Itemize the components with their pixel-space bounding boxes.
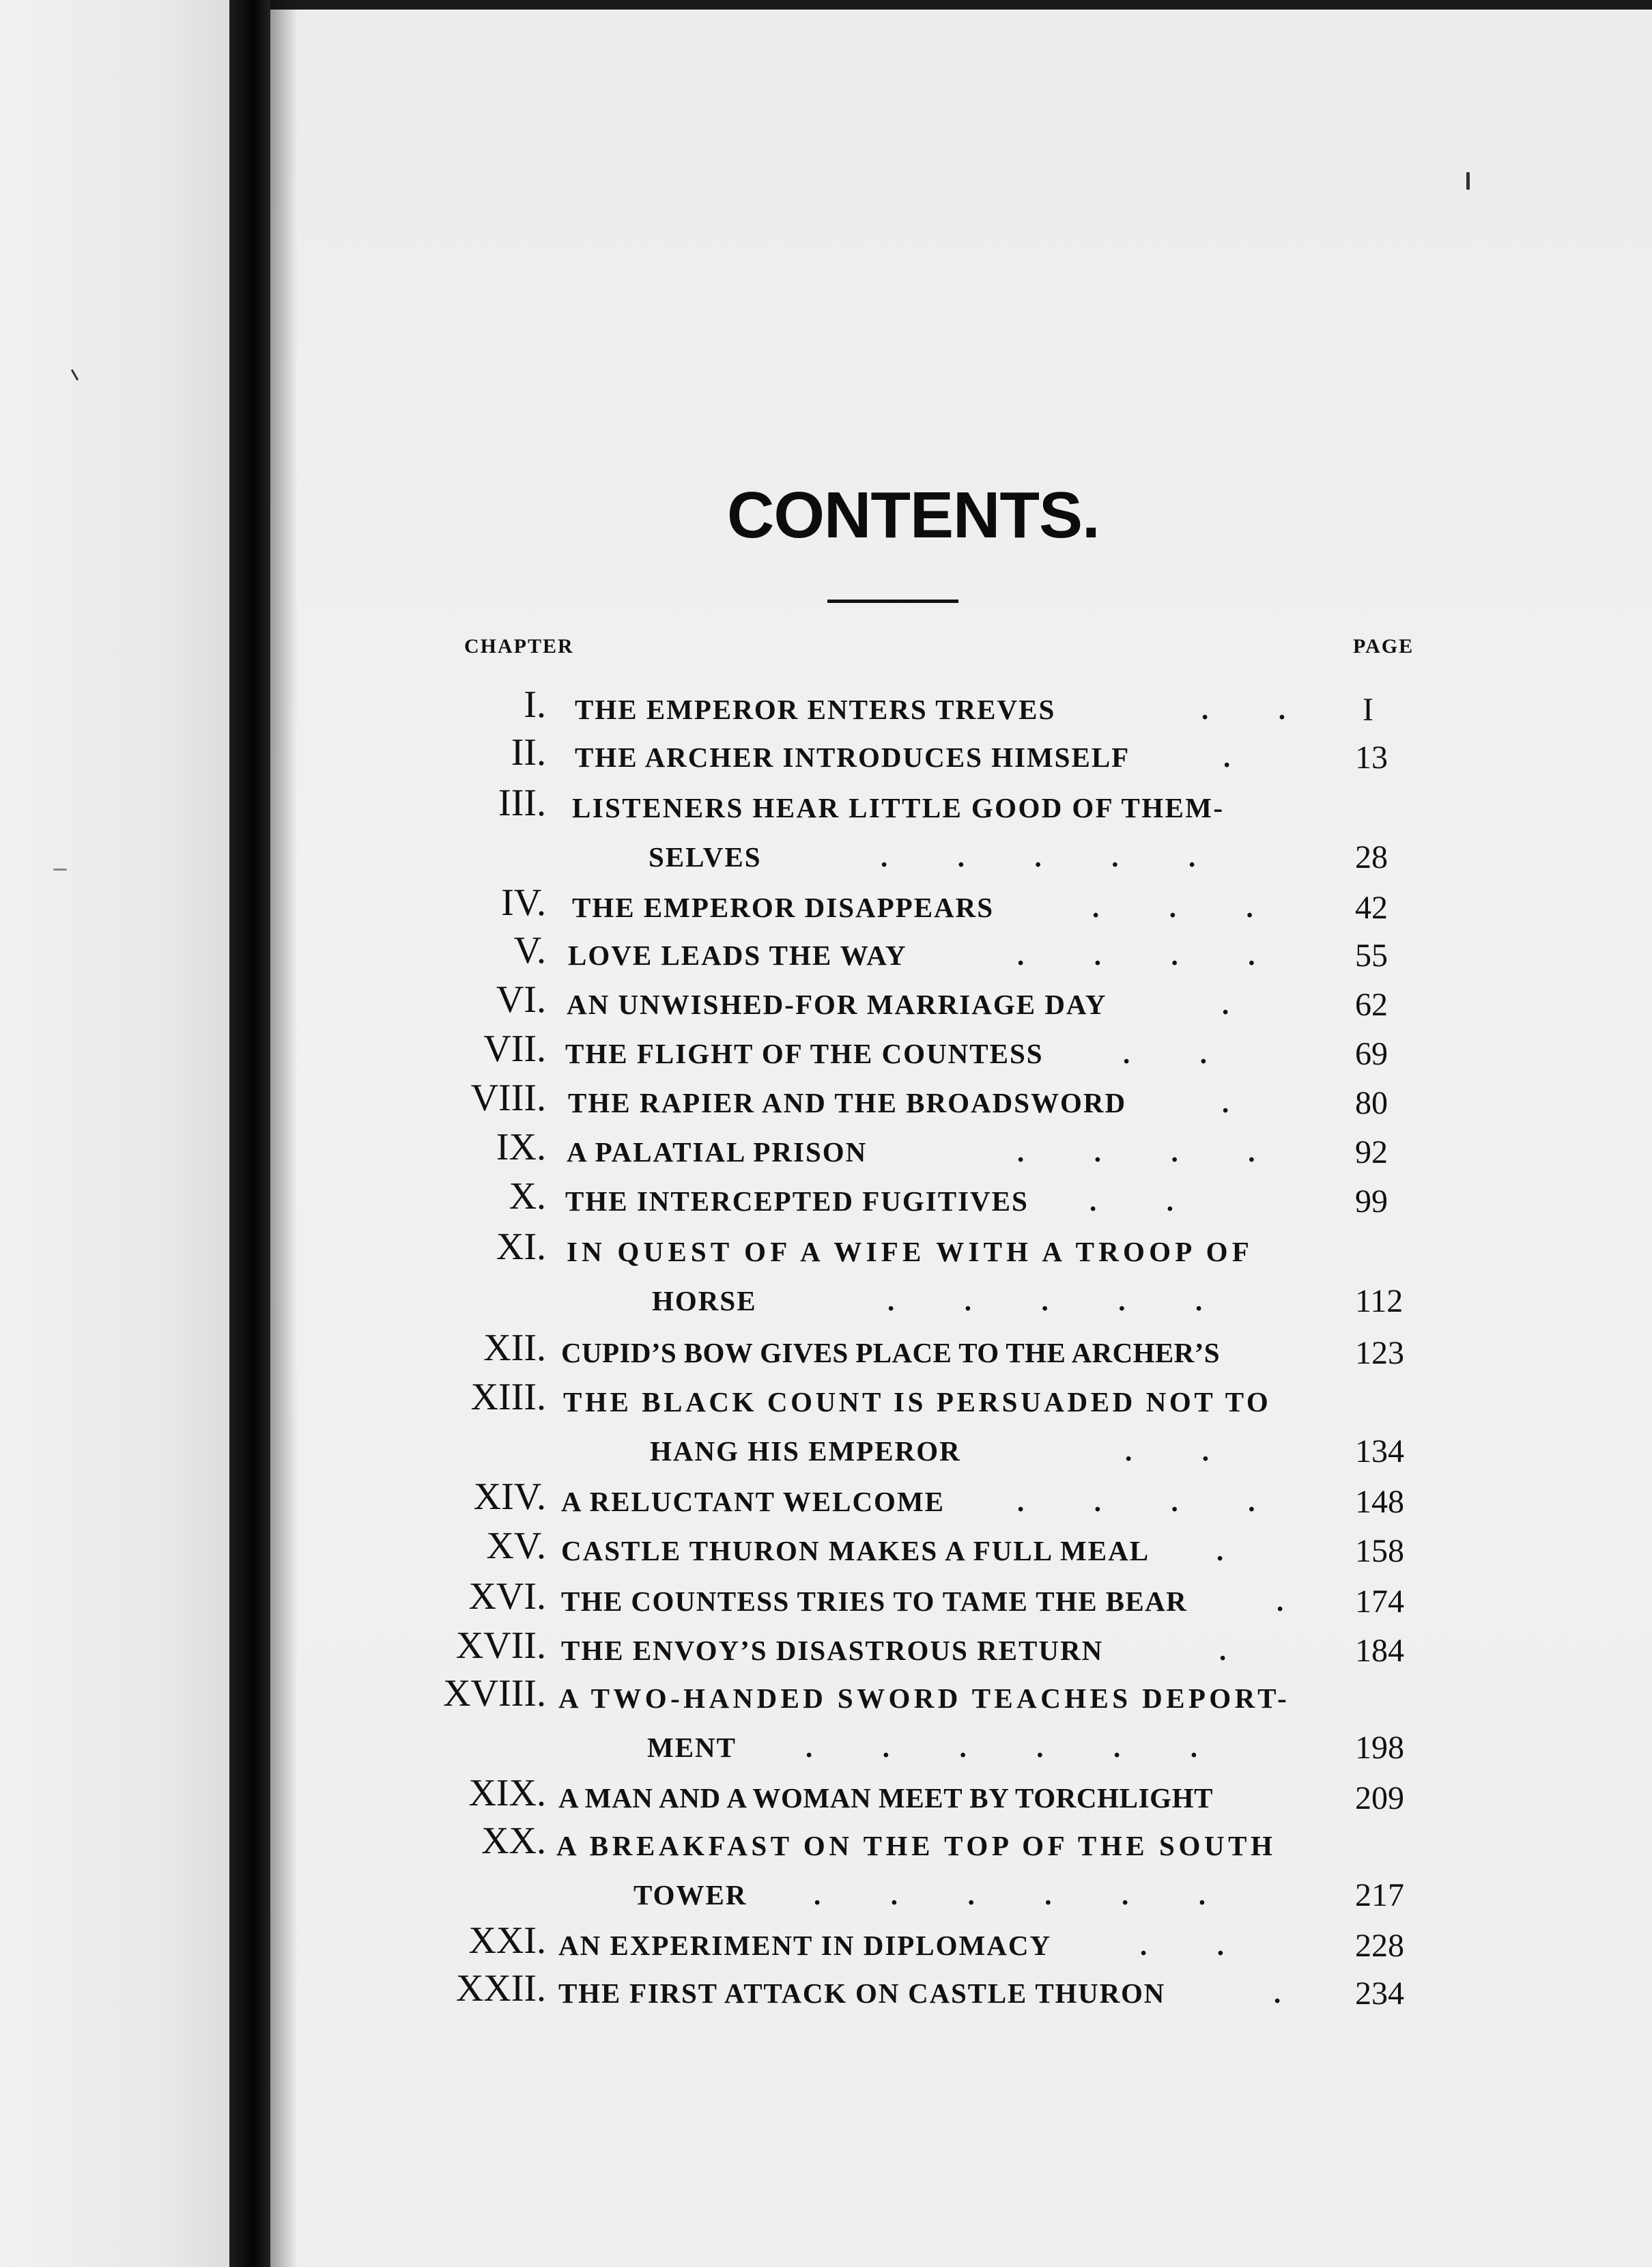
chapter-title-continuation: HORSE — [652, 1285, 757, 1316]
page-number: 80 — [1355, 1085, 1388, 1121]
chapter-title: AN UNWISHED-FOR MARRIAGE DAY — [567, 989, 1107, 1020]
chapter-title: AN EXPERIMENT IN DIPLOMACY — [558, 1930, 1052, 1961]
page-number: 148 — [1355, 1484, 1404, 1520]
chapter-number: XVI. — [468, 1575, 546, 1618]
toc-entry — [0, 1673, 1652, 1722]
chapter-title: IN QUEST OF A WIFE WITH A TROOP OF — [567, 1236, 1253, 1267]
page-number: 217 — [1355, 1877, 1404, 1913]
page-number: 112 — [1355, 1283, 1404, 1319]
page-number: 134 — [1355, 1433, 1404, 1469]
chapter-number: I. — [524, 684, 546, 726]
chapter-number: VII. — [483, 1028, 546, 1070]
toc-entry-continuation — [0, 1722, 1652, 1771]
toc-entry — [0, 1226, 1652, 1276]
leader-dots: . . . . . — [887, 1285, 1203, 1316]
chapter-title: A TWO-HANDED SWORD TEACHES DEPORT- — [558, 1682, 1291, 1714]
page-number: 69 — [1355, 1036, 1388, 1072]
page-number: 158 — [1355, 1533, 1404, 1569]
toc-entry — [0, 930, 1652, 979]
chapter-number: XVIII. — [443, 1672, 546, 1715]
page-top-edge — [270, 0, 1652, 10]
toc-entry — [0, 1525, 1652, 1575]
chapter-number: V. — [513, 929, 546, 972]
chapter-number: XI. — [496, 1226, 546, 1268]
toc-entry — [0, 979, 1652, 1028]
page-number: I — [1363, 692, 1373, 728]
chapter-title: CASTLE THURON MAKES A FULL MEAL — [561, 1535, 1150, 1566]
toc-entry — [0, 732, 1652, 781]
toc-entry — [0, 1377, 1652, 1426]
chapter-number: III. — [498, 782, 546, 824]
leader-dots: . — [1222, 1087, 1229, 1118]
chapter-title: THE INTERCEPTED FUGITIVES — [565, 1185, 1029, 1217]
chapter-title: THE ENVOY’S DISASTROUS RETURN — [561, 1635, 1104, 1666]
toc-entry — [0, 1327, 1652, 1377]
page-number: 42 — [1355, 890, 1388, 926]
chapter-number: XIX. — [468, 1772, 546, 1814]
chapter-number: XIII. — [470, 1376, 546, 1418]
toc-entry — [0, 1028, 1652, 1078]
toc-entry — [0, 1078, 1652, 1127]
toc-entry-continuation — [0, 1426, 1652, 1475]
toc-entry — [0, 783, 1652, 832]
page-number: 209 — [1355, 1780, 1404, 1816]
page-number: 13 — [1355, 740, 1388, 776]
chapter-title-continuation: MENT — [647, 1732, 737, 1763]
page-number: 99 — [1355, 1183, 1388, 1220]
chapter-number: VI. — [496, 978, 546, 1021]
chapter-number: II. — [511, 731, 546, 774]
chapter-number: XV. — [486, 1525, 546, 1567]
chapter-number: XXII. — [455, 1967, 546, 2010]
chapter-title: A PALATIAL PRISON — [567, 1136, 868, 1168]
chapter-title: A BREAKFAST ON THE TOP OF THE SOUTH — [556, 1830, 1277, 1861]
page-number: 28 — [1355, 839, 1388, 875]
chapter-number: IV. — [501, 882, 546, 924]
chapter-title-continuation: HANG HIS EMPEROR — [650, 1435, 961, 1467]
toc-entry — [0, 1625, 1652, 1674]
page-number: 228 — [1355, 1928, 1404, 1964]
chapter-number: VIII. — [470, 1077, 546, 1119]
toc-entry — [0, 1820, 1652, 1870]
leader-dots: . — [1216, 1535, 1224, 1566]
scan-speck — [1466, 172, 1470, 190]
toc-entry — [0, 1476, 1652, 1525]
chapter-title: THE FIRST ATTACK ON CASTLE THURON — [558, 1977, 1166, 2009]
chapter-title: CUPID’S BOW GIVES PLACE TO THE ARCHER’S — [561, 1337, 1220, 1368]
leader-dots: . . . . — [1017, 940, 1255, 971]
chapter-title: LOVE LEADS THE WAY — [568, 940, 907, 971]
leader-dots: . . . — [1092, 892, 1253, 923]
toc-entry — [0, 1968, 1652, 2017]
leader-dots: . . . . . . — [806, 1732, 1197, 1763]
leader-dots: . . . . . . — [814, 1879, 1206, 1911]
leader-dots: . . — [1201, 694, 1285, 725]
chapter-title: THE EMPEROR DISAPPEARS — [572, 892, 995, 923]
page-number: 123 — [1355, 1335, 1404, 1371]
chapter-column-header: CHAPTER — [464, 635, 574, 658]
leader-dots: . . . . — [1017, 1136, 1255, 1168]
leader-dots: . . — [1125, 1435, 1209, 1467]
title-rule — [827, 600, 958, 603]
page-number: 198 — [1355, 1730, 1404, 1766]
chapter-number: XII. — [483, 1327, 546, 1369]
toc-entry — [0, 882, 1652, 931]
page-number: 62 — [1355, 987, 1388, 1023]
chapter-title: THE FLIGHT OF THE COUNTESS — [565, 1038, 1044, 1069]
chapter-title: THE COUNTESS TRIES TO TAME THE BEAR — [561, 1586, 1188, 1617]
chapter-title: A MAN AND A WOMAN MEET BY TORCHLIGHT — [558, 1782, 1214, 1814]
chapter-title: THE ARCHER INTRODUCES HIMSELF — [575, 742, 1130, 773]
toc-entry-continuation — [0, 1276, 1652, 1325]
leader-dots: . — [1219, 1635, 1227, 1666]
chapter-title: THE RAPIER AND THE BROADSWORD — [568, 1087, 1127, 1118]
chapter-number: XVII. — [455, 1624, 546, 1667]
chapter-title: A RELUCTANT WELCOME — [561, 1486, 945, 1517]
page-number: 184 — [1355, 1633, 1404, 1669]
toc-entry — [0, 1176, 1652, 1225]
chapter-number: XXI. — [468, 1919, 546, 1962]
chapter-title: THE EMPEROR ENTERS TREVES — [575, 694, 1056, 725]
chapter-number: XX. — [481, 1820, 546, 1862]
page-title: CONTENTS. — [727, 479, 1100, 552]
chapter-title: THE BLACK COUNT IS PERSUADED NOT TO — [563, 1386, 1272, 1418]
page-number: 174 — [1355, 1583, 1404, 1620]
page-number: 234 — [1355, 1975, 1404, 2012]
chapter-number: XIV. — [473, 1476, 546, 1518]
chapter-number: IX. — [496, 1126, 546, 1168]
leader-dots: . — [1223, 742, 1231, 773]
leader-dots: . . — [1140, 1930, 1224, 1961]
toc-entry — [0, 1576, 1652, 1625]
toc-entry-continuation — [0, 1870, 1652, 1919]
chapter-title-continuation: TOWER — [633, 1879, 747, 1911]
leader-dots: . . . . — [1017, 1486, 1255, 1517]
toc-entry-continuation — [0, 832, 1652, 881]
chapter-title: LISTENERS HEAR LITTLE GOOD OF THEM- — [572, 792, 1225, 823]
leader-dots: . — [1274, 1977, 1281, 2009]
chapter-title-continuation: SELVES — [649, 841, 762, 873]
page-column-header: PAGE — [1353, 635, 1414, 658]
leader-dots: . — [1277, 1586, 1284, 1617]
toc-entry — [0, 1920, 1652, 1969]
toc-entry — [0, 1773, 1652, 1822]
leader-dots: . . . . . — [881, 841, 1196, 873]
page-number: 92 — [1355, 1134, 1388, 1170]
toc-entry — [0, 684, 1652, 733]
page-number: 55 — [1355, 938, 1388, 974]
chapter-number: X. — [509, 1175, 546, 1217]
leader-dots: . . — [1090, 1185, 1173, 1217]
leader-dots: . — [1222, 989, 1229, 1020]
leader-dots: . . — [1123, 1038, 1207, 1069]
toc-entry — [0, 1127, 1652, 1176]
